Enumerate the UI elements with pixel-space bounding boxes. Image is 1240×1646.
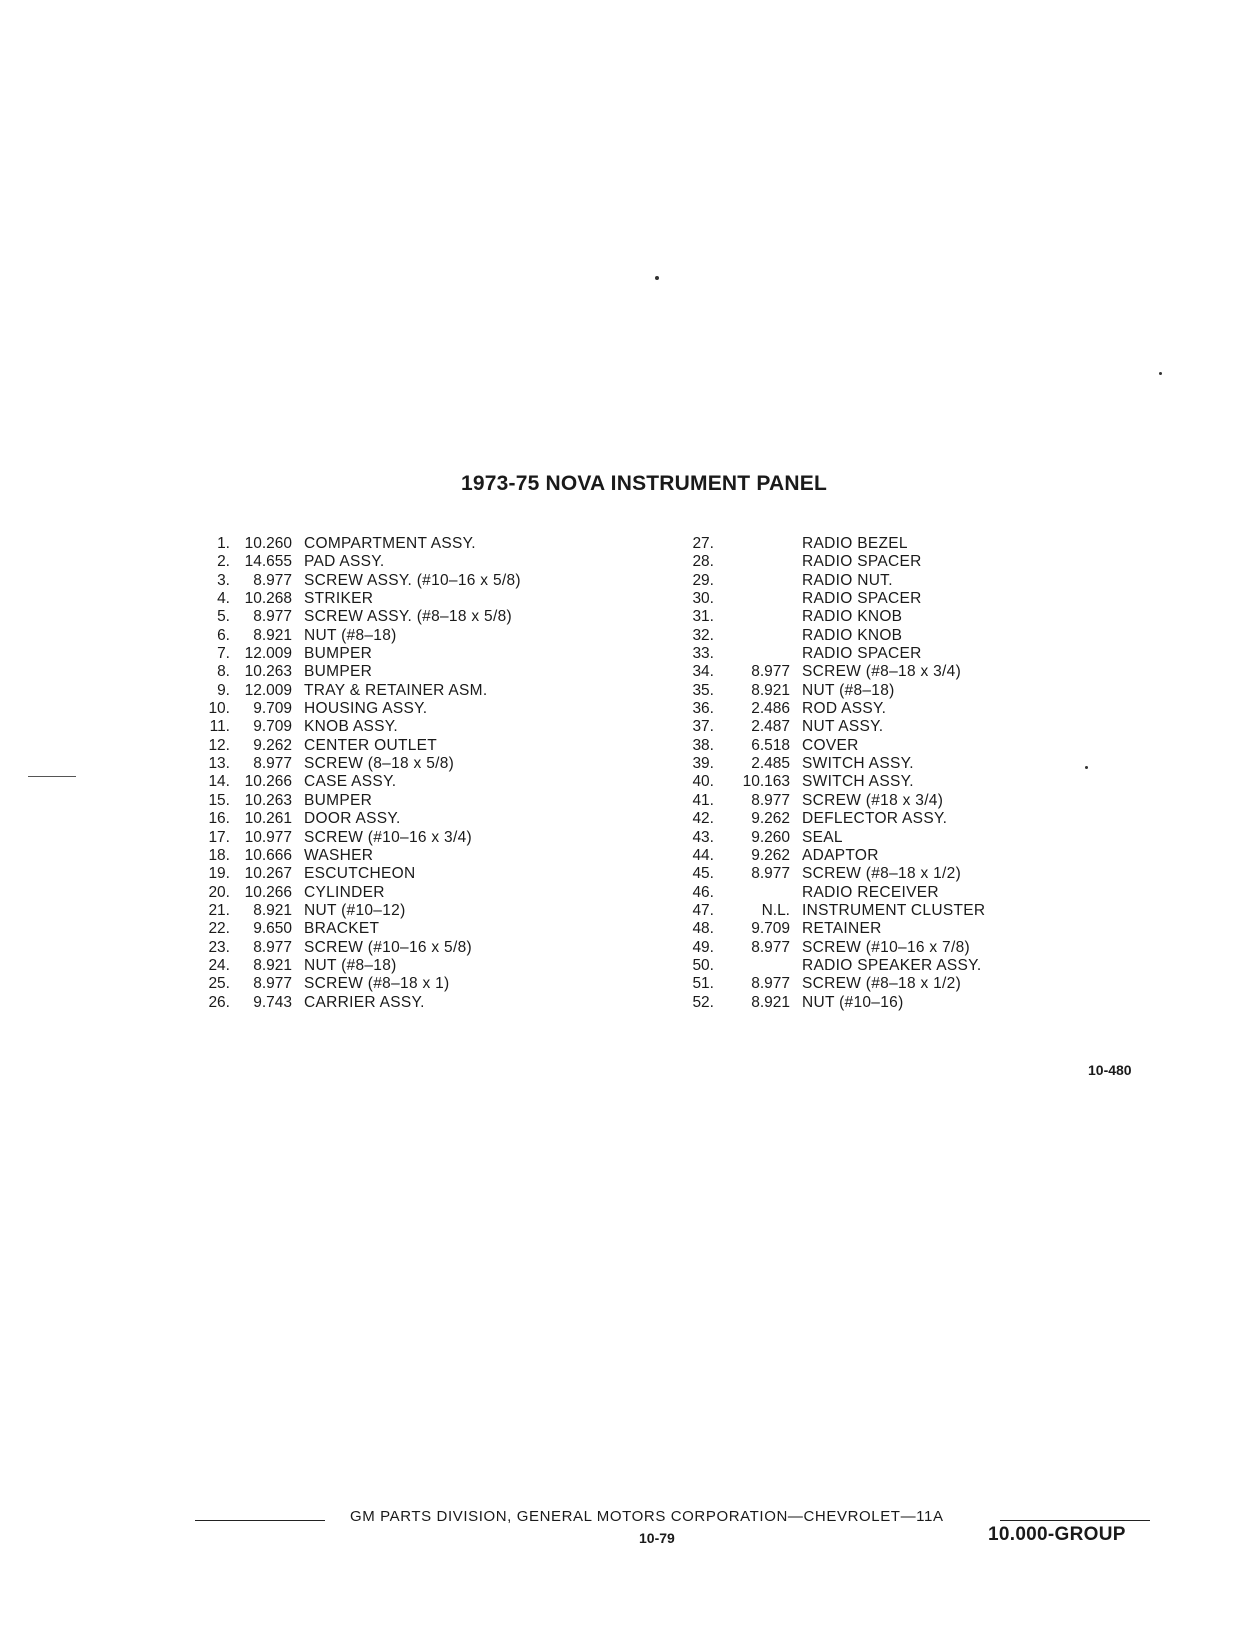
- part-number: 26.: [208, 993, 230, 1011]
- part-row: [192, 957, 521, 975]
- part-number: 43.: [692, 828, 714, 846]
- part-row: [192, 535, 521, 553]
- part-description: SCREW (8–18 x 5/8): [304, 755, 455, 773]
- part-number: 45.: [692, 865, 714, 883]
- part-row: [676, 718, 985, 736]
- part-description: SWITCH ASSY.: [802, 773, 914, 791]
- part-row: [676, 810, 985, 828]
- part-group-code: 8.921: [253, 901, 292, 919]
- part-number: 1.: [217, 535, 230, 552]
- part-number: 17.: [208, 828, 230, 846]
- part-row: [192, 902, 521, 920]
- part-description: INSTRUMENT CLUSTER: [802, 901, 986, 919]
- part-number: 37.: [692, 718, 714, 736]
- part-row: [676, 975, 985, 993]
- part-row: [676, 902, 985, 920]
- part-group-code: 10.266: [244, 883, 292, 901]
- part-description: PAD ASSY.: [304, 553, 385, 571]
- part-row: [676, 773, 985, 791]
- part-number: 31.: [692, 608, 714, 626]
- part-row: [192, 975, 521, 993]
- part-group-code: 2.485: [751, 755, 790, 773]
- part-description: TRAY & RETAINER ASM.: [304, 681, 488, 699]
- part-row: [192, 682, 521, 700]
- part-row: [676, 553, 985, 571]
- part-description: KNOB ASSY.: [304, 718, 399, 736]
- part-group-code: [714, 957, 790, 975]
- part-number: 24.: [208, 956, 230, 974]
- part-row: [676, 994, 985, 1012]
- part-group-code: 6.518: [751, 736, 790, 754]
- part-row: [676, 572, 985, 590]
- part-description: RADIO SPEAKER ASSY.: [802, 956, 982, 974]
- part-number: 29.: [692, 571, 714, 589]
- part-group-code: 8.921: [253, 626, 292, 644]
- part-row: [676, 590, 985, 608]
- part-group-code: 8.977: [253, 938, 292, 956]
- part-description: NUT (#8–18): [304, 956, 397, 974]
- part-row: [192, 645, 521, 663]
- part-number: 49.: [692, 938, 714, 956]
- part-description: SCREW (#18 x 3/4): [802, 791, 944, 809]
- part-row: [192, 829, 521, 847]
- part-number: 12.: [208, 736, 230, 754]
- part-group-code: 8.977: [751, 938, 790, 956]
- part-number: 27.: [692, 535, 714, 552]
- part-description: BRACKET: [304, 920, 380, 938]
- part-row: [192, 884, 521, 902]
- part-row: [192, 920, 521, 938]
- part-group-code: 8.977: [253, 755, 292, 773]
- part-row: [676, 939, 985, 957]
- part-description: RADIO RECEIVER: [802, 883, 939, 901]
- part-number: 13.: [208, 755, 230, 773]
- part-group-code: 9.709: [253, 700, 292, 718]
- part-row: [676, 865, 985, 883]
- part-group-code: 8.921: [751, 993, 790, 1011]
- part-description: SCREW (#8–18 x 3/4): [802, 663, 962, 681]
- part-description: COVER: [802, 736, 859, 754]
- part-group-code: 2.486: [751, 700, 790, 718]
- part-group-code: 8.977: [751, 663, 790, 681]
- part-number: 11.: [209, 718, 230, 736]
- part-group-code: [714, 572, 790, 590]
- part-row: [676, 829, 985, 847]
- part-description: NUT ASSY.: [802, 718, 884, 736]
- part-number: 28.: [692, 553, 714, 571]
- part-description: SEAL: [802, 828, 843, 846]
- part-group-code: [714, 535, 790, 553]
- part-group-code: 8.977: [253, 608, 292, 626]
- part-number: 8.: [217, 663, 230, 681]
- part-row: [192, 608, 521, 626]
- part-number: 4.: [217, 590, 230, 608]
- part-number: 33.: [692, 645, 714, 663]
- part-row: [676, 792, 985, 810]
- part-description: RADIO KNOB: [802, 626, 903, 644]
- part-group-code: 10.977: [244, 828, 292, 846]
- part-number: 46.: [692, 883, 714, 901]
- part-number: 25.: [208, 975, 230, 993]
- part-description: ESCUTCHEON: [304, 865, 416, 883]
- part-description: SCREW (#10–16 x 3/4): [304, 828, 472, 846]
- part-number: 41.: [692, 791, 714, 809]
- part-group-code: [714, 627, 790, 645]
- part-number: 39.: [692, 755, 714, 773]
- part-number: 34.: [692, 663, 714, 681]
- part-group-code: 9.650: [253, 920, 292, 938]
- part-number: 42.: [692, 810, 714, 828]
- part-number: 35.: [692, 681, 714, 699]
- part-description: BUMPER: [304, 791, 373, 809]
- figure-reference: 10-480: [1088, 1062, 1132, 1078]
- part-description: RADIO SPACER: [802, 590, 922, 608]
- part-description: CASE ASSY.: [304, 773, 397, 791]
- parts-list-left: [192, 535, 521, 1012]
- part-row: [676, 755, 985, 773]
- part-group-code: 10.261: [244, 810, 292, 828]
- part-number: 9.: [217, 681, 230, 699]
- part-row: [192, 810, 521, 828]
- part-number: 7.: [217, 645, 230, 663]
- part-group-code: [714, 590, 790, 608]
- part-description: WASHER: [304, 846, 374, 864]
- parts-list-right: [676, 535, 985, 1012]
- part-number: 21.: [208, 901, 230, 919]
- part-row: [676, 663, 985, 681]
- part-row: [676, 682, 985, 700]
- part-group-code: 10.263: [244, 791, 292, 809]
- part-row: [192, 865, 521, 883]
- part-description: SCREW ASSY. (#10–16 x 5/8): [304, 571, 521, 589]
- part-row: [676, 608, 985, 626]
- part-description: NUT (#10–16): [802, 993, 904, 1011]
- part-group-code: 9.709: [253, 718, 292, 736]
- part-description: COMPARTMENT ASSY.: [304, 535, 476, 552]
- footer-rule-left: [195, 1520, 325, 1521]
- scan-speck: [1085, 766, 1088, 769]
- part-description: BUMPER: [304, 645, 373, 663]
- part-group-code: [714, 553, 790, 571]
- footer-rule-right: [1000, 1520, 1150, 1521]
- part-description: SCREW (#10–16 x 5/8): [304, 938, 472, 956]
- group-label: 10.000-GROUP: [988, 1524, 1126, 1545]
- part-group-code: 10.268: [244, 590, 292, 608]
- part-number: 22.: [208, 920, 230, 938]
- part-group-code: 10.666: [244, 846, 292, 864]
- part-number: 36.: [692, 700, 714, 718]
- part-description: CENTER OUTLET: [304, 736, 438, 754]
- part-description: SCREW (#8–18 x 1/2): [802, 975, 962, 993]
- part-group-code: 12.009: [244, 681, 292, 699]
- footer-division: GM PARTS DIVISION, GENERAL MOTORS CORPORATION—CHEVROLET—11A: [350, 1508, 944, 1525]
- part-group-code: 9.260: [751, 828, 790, 846]
- part-number: 5.: [217, 608, 230, 626]
- part-number: 16.: [208, 810, 230, 828]
- part-number: 44.: [692, 846, 714, 864]
- part-description: RADIO NUT.: [802, 571, 893, 589]
- part-description: ADAPTOR: [802, 846, 879, 864]
- part-group-code: 8.977: [751, 975, 790, 993]
- part-group-code: 8.921: [253, 956, 292, 974]
- part-row: [192, 718, 521, 736]
- part-group-code: 8.977: [253, 571, 292, 589]
- part-description: RADIO BEZEL: [802, 535, 908, 552]
- part-number: 40.: [692, 773, 714, 791]
- part-number: 30.: [692, 590, 714, 608]
- part-row: [192, 994, 521, 1012]
- part-row: [192, 737, 521, 755]
- part-number: 2.: [217, 553, 230, 571]
- part-description: RADIO SPACER: [802, 553, 922, 571]
- part-description: RADIO SPACER: [802, 645, 922, 663]
- page-title: 1973-75 NOVA INSTRUMENT PANEL: [461, 472, 827, 495]
- part-description: CYLINDER: [304, 883, 385, 901]
- part-description: RADIO KNOB: [802, 608, 903, 626]
- part-description: ROD ASSY.: [802, 700, 887, 718]
- part-group-code: 10.267: [244, 865, 292, 883]
- part-number: 32.: [692, 626, 714, 644]
- part-group-code: [714, 884, 790, 902]
- part-description: BUMPER: [304, 663, 373, 681]
- part-row: [676, 627, 985, 645]
- scan-speck: [655, 276, 659, 280]
- part-group-code: 2.487: [751, 718, 790, 736]
- part-row: [676, 920, 985, 938]
- part-group-code: 8.921: [751, 681, 790, 699]
- part-row: [192, 700, 521, 718]
- part-row: [192, 792, 521, 810]
- part-description: NUT (#8–18): [802, 681, 895, 699]
- part-row: [676, 884, 985, 902]
- part-number: 48.: [692, 920, 714, 938]
- part-number: 51.: [692, 975, 714, 993]
- part-row: [192, 663, 521, 681]
- part-description: NUT (#8–18): [304, 626, 397, 644]
- scan-speck: [1159, 372, 1162, 375]
- part-row: [192, 847, 521, 865]
- page-number: 10-79: [639, 1530, 675, 1546]
- part-description: STRIKER: [304, 590, 374, 608]
- part-description: CARRIER ASSY.: [304, 993, 425, 1011]
- part-group-code: [714, 645, 790, 663]
- part-description: SCREW (#10–16 x 7/8): [802, 938, 970, 956]
- part-description: NUT (#10–12): [304, 901, 406, 919]
- part-number: 50.: [692, 956, 714, 974]
- part-group-code: 8.977: [751, 791, 790, 809]
- part-row: [192, 627, 521, 645]
- part-row: [192, 773, 521, 791]
- part-group-code: 10.163: [742, 773, 790, 791]
- part-row: [676, 700, 985, 718]
- part-group-code: 10.260: [244, 535, 292, 552]
- part-number: 23.: [208, 938, 230, 956]
- part-group-code: 9.743: [253, 993, 292, 1011]
- part-row: [676, 737, 985, 755]
- part-group-code: 9.262: [253, 736, 292, 754]
- part-row: [192, 939, 521, 957]
- part-group-code: 8.977: [751, 865, 790, 883]
- part-number: 3.: [217, 571, 230, 589]
- scan-mark: [28, 776, 76, 777]
- part-row: [192, 590, 521, 608]
- part-group-code: 10.266: [244, 773, 292, 791]
- part-group-code: 9.709: [751, 920, 790, 938]
- part-row: [192, 553, 521, 571]
- part-number: 18.: [208, 846, 230, 864]
- part-description: SCREW (#8–18 x 1/2): [802, 865, 962, 883]
- part-number: 38.: [692, 736, 714, 754]
- part-row: [676, 957, 985, 975]
- part-number: 10.: [208, 700, 230, 718]
- part-description: SCREW ASSY. (#8–18 x 5/8): [304, 608, 512, 626]
- part-row: [676, 847, 985, 865]
- part-description: HOUSING ASSY.: [304, 700, 428, 718]
- part-group-code: 10.263: [244, 663, 292, 681]
- part-row: [676, 535, 985, 553]
- part-group-code: N.L.: [761, 901, 790, 919]
- part-description: SCREW (#8–18 x 1): [304, 975, 450, 993]
- part-number: 52.: [692, 993, 714, 1011]
- part-group-code: 12.009: [244, 645, 292, 663]
- part-group-code: 8.977: [253, 975, 292, 993]
- part-number: 20.: [208, 883, 230, 901]
- part-description: DEFLECTOR ASSY.: [802, 810, 948, 828]
- part-number: 19.: [208, 865, 230, 883]
- part-row: [192, 755, 521, 773]
- part-description: SWITCH ASSY.: [802, 755, 914, 773]
- part-group-code: [714, 608, 790, 626]
- part-group-code: 9.262: [751, 846, 790, 864]
- part-description: DOOR ASSY.: [304, 810, 401, 828]
- part-group-code: 9.262: [751, 810, 790, 828]
- part-row: [192, 572, 521, 590]
- part-description: RETAINER: [802, 920, 882, 938]
- part-row: [676, 645, 985, 663]
- part-group-code: 14.655: [244, 553, 292, 571]
- part-number: 47.: [692, 901, 714, 919]
- part-number: 14.: [208, 773, 230, 791]
- part-number: 15.: [208, 791, 230, 809]
- part-number: 6.: [217, 626, 230, 644]
